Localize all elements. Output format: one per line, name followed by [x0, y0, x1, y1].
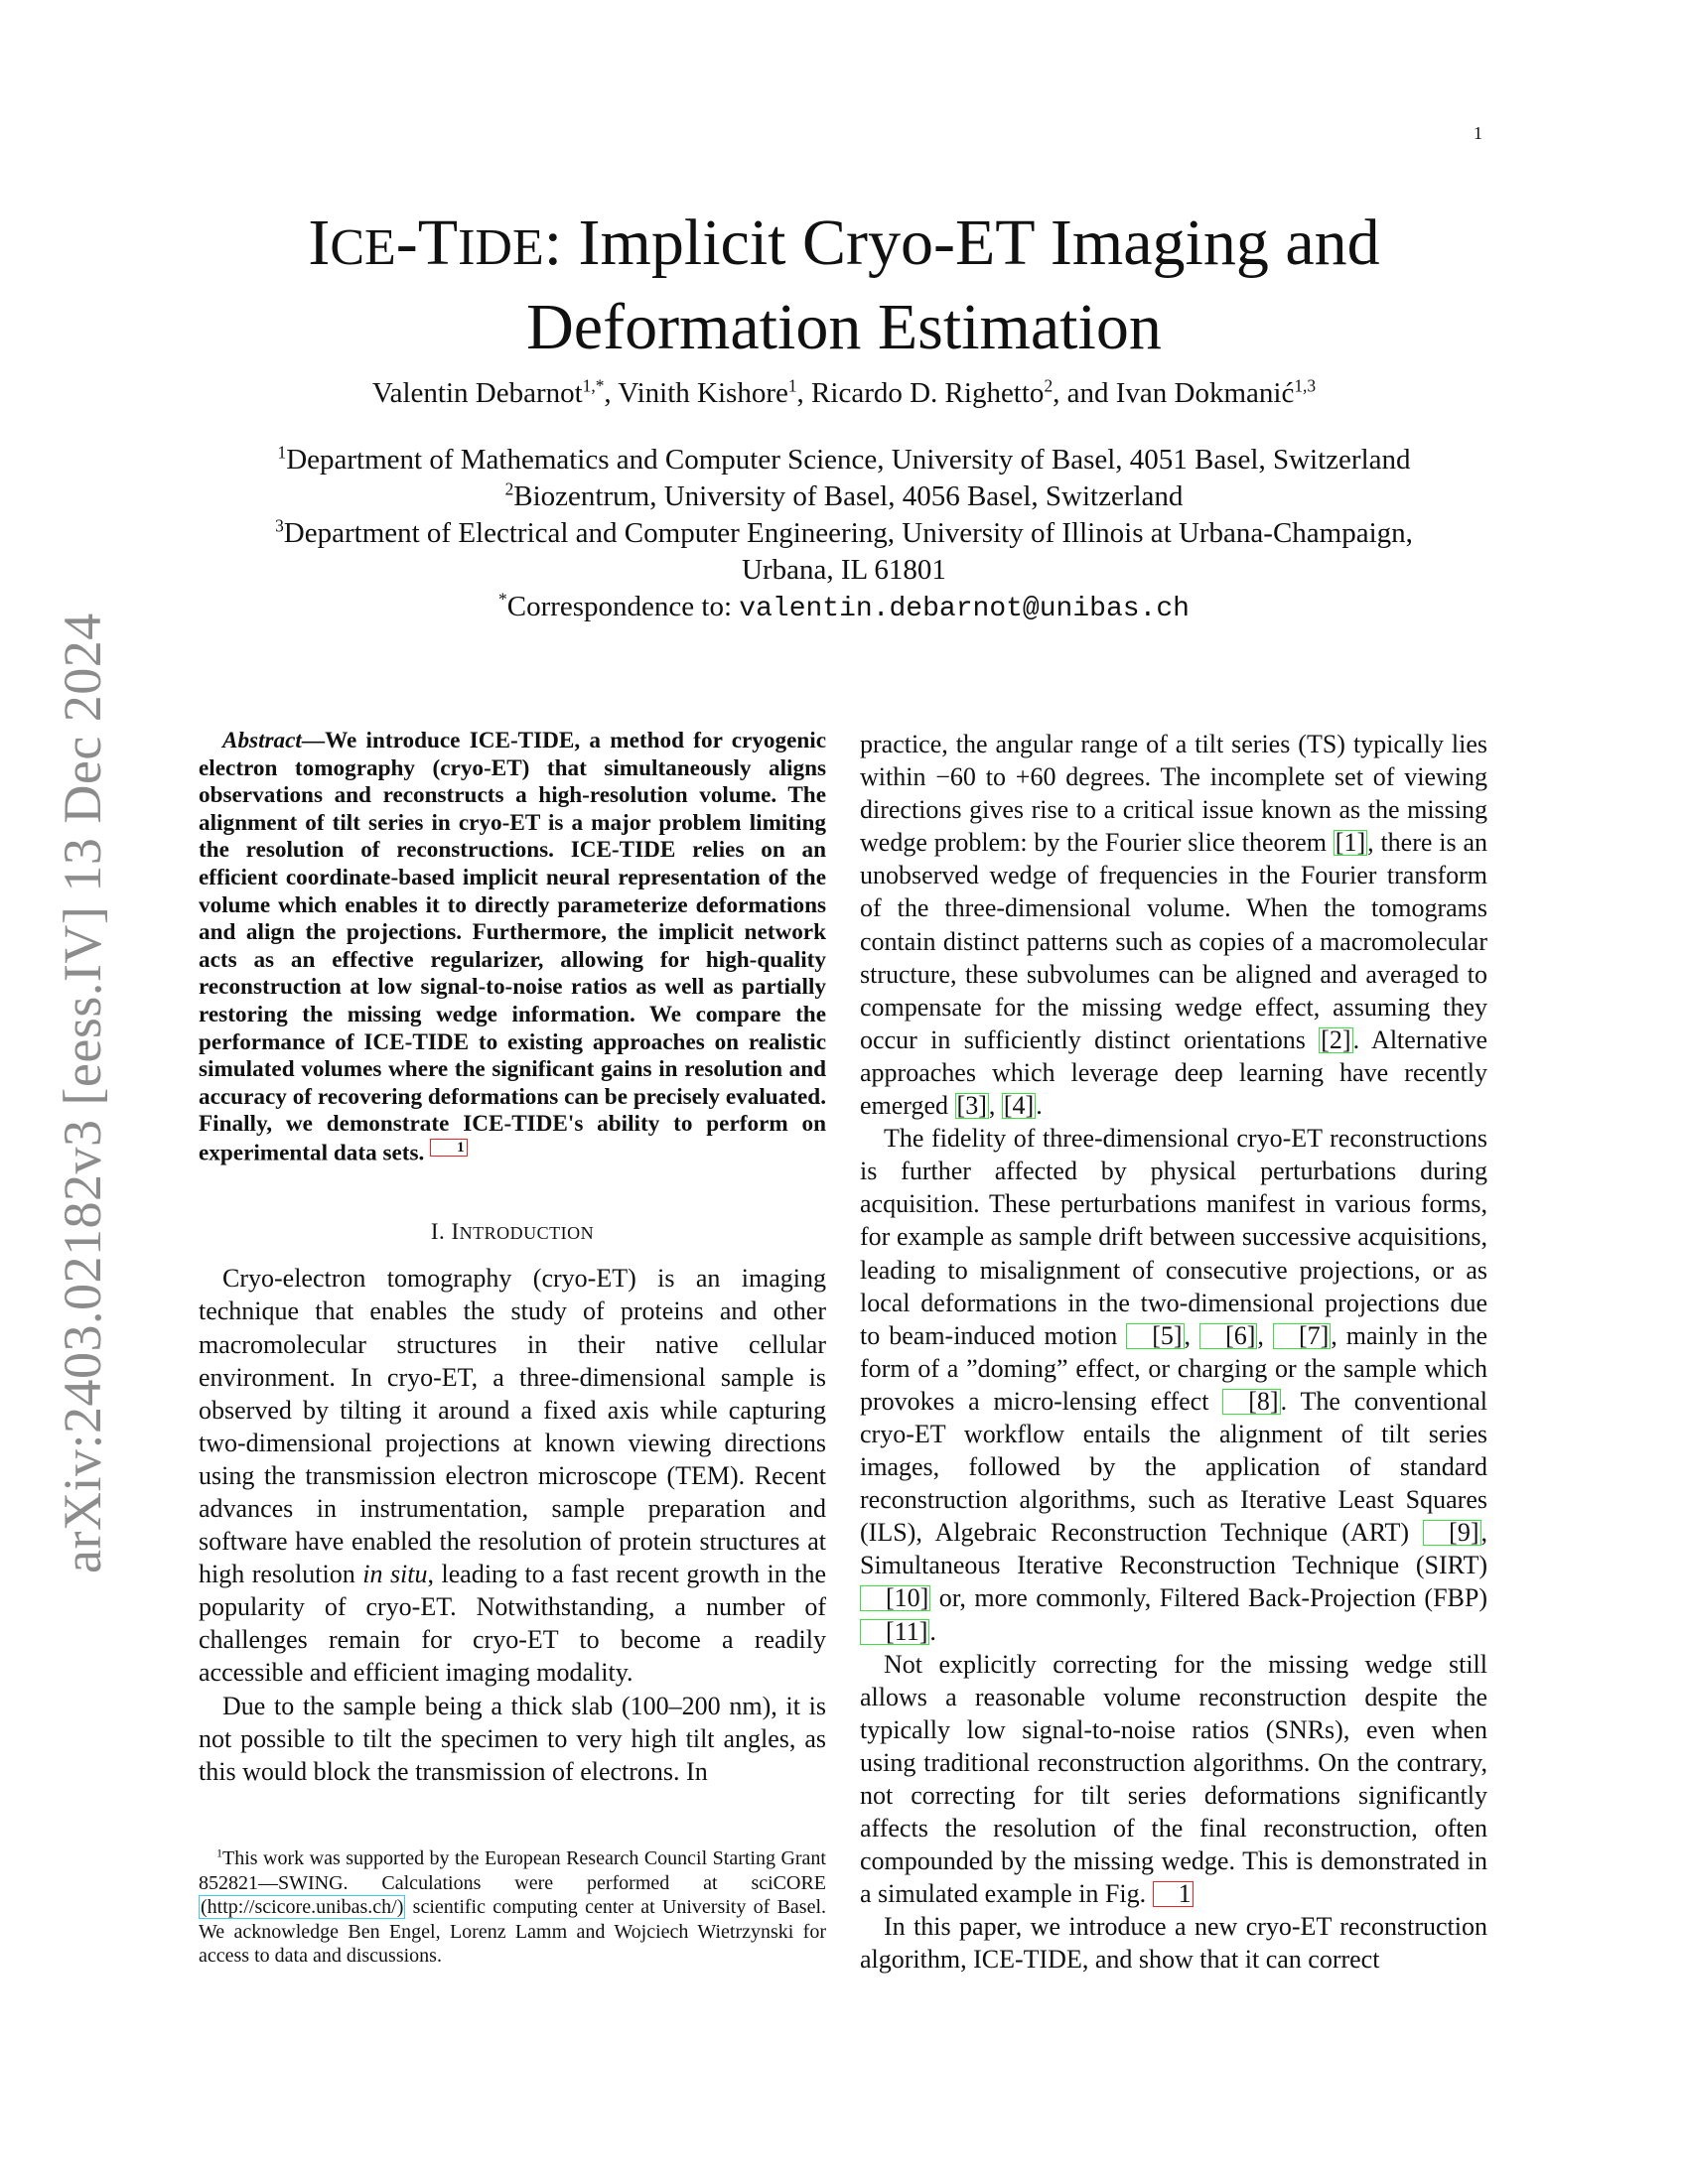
arxiv-stamp: arXiv:2403.02182v3 [eess.IV] 13 Dec 2024 [53, 613, 112, 1573]
author: Ivan Dokmanić [1115, 377, 1295, 409]
left-column [199, 728, 826, 1788]
body-paragraph: practice, the angular range of a tilt series (TS) typically lies within −60 to +60 degrees. The incomplete set of viewing directions gives rise to a critical issue known as the missing wedge problem: by the Fourier slice theorem [1], there is an unobserved wedge of frequencies in the Fourier transform of the three-dimensional volume. When the tomograms contain distinct patterns such as copies of a macromolecular structure, these subvolumes can be aligned and averaged to compensate for the missing wedge effect, assuming they occur in sufficiently distinct orientations [2]. Alternative approaches which leverage deep learning have recently emerged [3], [4]. [860, 730, 1487, 1121]
intro-paragraph: Cryo-electron tomography (cryo-ET) is an imaging technique that enables the study of proteins and other macromolecular structures in their native cellular environment. In cryo-ET, a three-dimensional sample is observed by tilting it around a fixed axis while capturing two-dimensional projections at known viewing directions using the transmission electron microscope (TEM). Recent advances in instrumentation, sample preparation and software have enabled the resolution of protein structures at high resolution in situ, leading to a fast recent growth in the popularity of cryo-ET. Notwithstanding, a number of challenges remain for cryo-ET to become a readily accessible and efficient imaging modality. [199, 1264, 826, 1688]
affiliations [149, 442, 1539, 627]
affiliation: Urbana, IL 61801 [742, 554, 946, 586]
citation-link[interactable]: [6] [1199, 1323, 1257, 1349]
paper-title: ICE-TIDE: Implicit Cryo-ET Imaging and Deformation Estimation [308, 206, 1380, 363]
scicore-link[interactable]: (http://scicore.unibas.ch/) [201, 1896, 404, 1918]
citation-link[interactable]: [10] [860, 1585, 930, 1611]
figure-link[interactable]: 1 [1153, 1881, 1194, 1907]
citation-link[interactable]: [2] [1321, 1024, 1351, 1054]
abstract: Abstract—We introduce ICE-TIDE, a method for cryogenic electron tomography (cryo-ET) that simultaneously aligns observations and reconstructs a high-resolution volume. The alignment of tilt series in cryo-ET is a major problem limiting the resolution of reconstructions. ICE-TIDE relies on an efficient coordinate-based implicit neural representation of the volume which enables it to directly parameterize deformations and align the projections. Furthermore, the implicit network acts as an effective regularizer, allowing for high-quality reconstruction at low signal-to-noise ratios as well as partially restoring the missing wedge information. We compare the performance of ICE-TIDE to existing approaches on realistic simulated volumes where the significant gains in resolution and accuracy of recovering deformations can be precisely evaluated. Finally, we demonstrate ICE-TIDE's ability to perform on experimental data sets. 1 [199, 728, 826, 1166]
intro-paragraph: Due to the sample being a thick slab (100–200 nm), it is not possible to tilt the specimen to very high tilt angles, as this would block the transmission of electrons. In [199, 1691, 826, 1786]
citation-link[interactable]: [9] [1423, 1520, 1480, 1546]
author: Vinith Kishore [618, 377, 788, 409]
citation-link[interactable]: [11] [860, 1619, 929, 1645]
footnote: $^1$This work was supported by the European Research Council Starting Grant 852821—SWING. Calculations were performed at sciCORE (http://scicore.unibas.ch/) scientific computing center at University of Basel. We acknowledge Ben Engel, Lorenz Lamm and Wojciech Wietrzynski for access to data and discussions. [199, 1845, 826, 1967]
citation-link[interactable]: [5] [1126, 1323, 1184, 1349]
affiliation: $^1$Department of Mathematics and Computer Science, University of Basel, 4051 Basel, Switzerland [277, 442, 1411, 476]
body-paragraph: The fidelity of three-dimensional cryo-ET reconstructions is further affected by physical perturbations during acquisition. These perturbations manifest in various forms, for example as sample drift between successive acquisitions, leading to misalignment of consecutive projections, or as local deformations in the two-dimensional projections due to beam-induced motion [5], [6], [7], mainly in the form of a ”doming” effect, or charging or the sample which provokes a micro-lensing effect [8]. The conventional cryo-ET workflow entails the alignment of tilt series images, followed by the application of standard reconstruction algorithms, such as Iterative Least Squares (ILS), Algebraic Reconstruction Technique (ART) [9], Simultaneous Iterative Reconstruction Technique (SIRT) [10] or, more commonly, Filtered Back-Projection (FBP) [11]. [860, 1124, 1488, 1646]
author: Ricardo D. Righetto [811, 377, 1045, 409]
citation-link[interactable]: [4] [1003, 1091, 1035, 1121]
body-paragraph: Not explicitly correcting for the missing wedge still allows a reasonable volume reconstruction despite the typically low signal-to-noise ratios (SNRs), even when using traditional reconstruction algorithms. On the contrary, not correcting for tilt series deformations significantly affects the resolution of the final reconstruction, often compounded by the missing wedge. This is demonstrated in a simulated example in Fig. 1 [860, 1649, 1487, 1909]
correspondence: *Correspondence to: valentin.debarnot@unibas.ch [498, 589, 1190, 624]
author: Valentin Debarnot [371, 377, 583, 409]
affiliation: $^3$Department of Electrical and Computer Engineering, University of Illinois at Urbana-Champaign, [275, 515, 1413, 549]
body-paragraph: In this paper, we introduce a new cryo-ET reconstruction algorithm, ICE-TIDE, and show that it can correct [860, 1912, 1487, 1975]
affiliation: $^2$Biozentrum, University of Basel, 4056 Basel, Switzerland [504, 478, 1184, 512]
right-column [860, 728, 1487, 1977]
citation-link[interactable]: [1] [1335, 828, 1366, 858]
citation-link[interactable]: [7] [1273, 1323, 1331, 1349]
citation-link[interactable]: [8] [1222, 1389, 1280, 1415]
citation-link[interactable]: [3] [956, 1091, 987, 1121]
author-list: Valentin Debarnot$^{1,*}$, Vinith Kishore$^1$, Ricardo D. Righetto$^2$, and Ivan Dokmanić$^{1,3}$ [371, 375, 1317, 409]
section-heading-introduction: I. INTRODUCTION [430, 1219, 595, 1245]
correspondence-email[interactable]: valentin.debarnot@unibas.ch [739, 594, 1190, 624]
footnote-link[interactable]: 1 [430, 1139, 468, 1157]
page-number: 1 [1474, 123, 1482, 143]
